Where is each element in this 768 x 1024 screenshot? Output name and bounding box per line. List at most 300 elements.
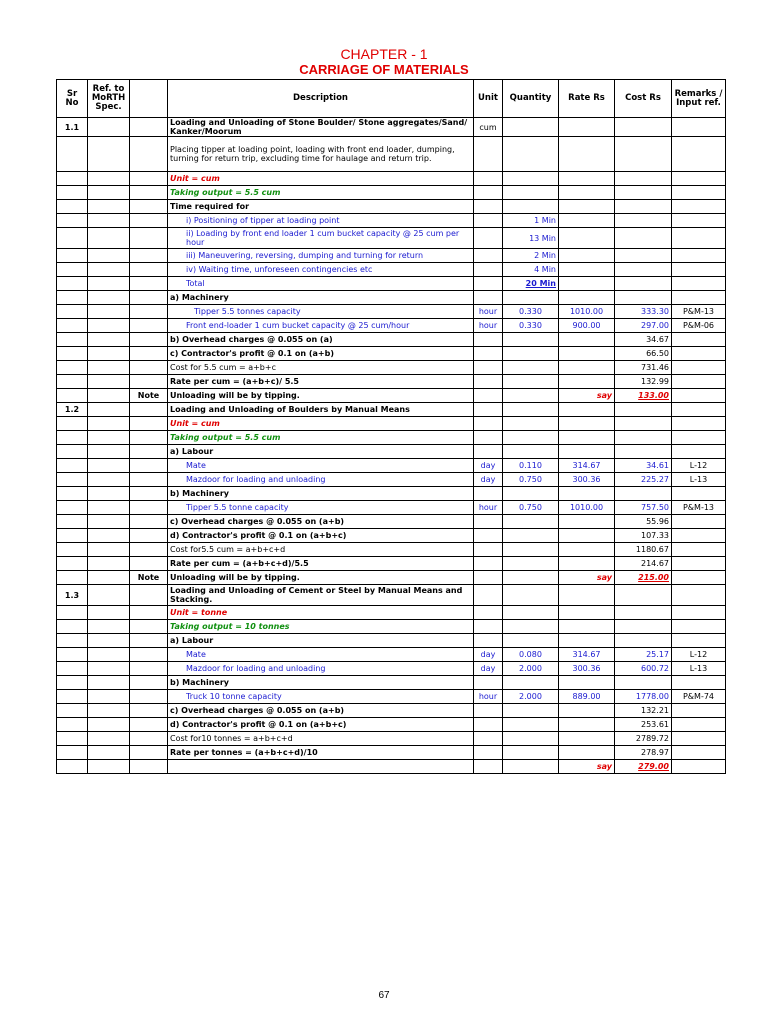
table-body bbox=[57, 118, 726, 774]
unit-cell bbox=[474, 634, 503, 648]
table-row bbox=[57, 361, 726, 375]
remarks-cell bbox=[672, 263, 726, 277]
cost-cell: 133.00 bbox=[615, 389, 672, 403]
cost-cell: 55.96 bbox=[615, 515, 672, 529]
ref-cell bbox=[88, 347, 130, 361]
ref-cell bbox=[88, 459, 130, 473]
remarks-cell bbox=[672, 389, 726, 403]
unit-cell bbox=[474, 333, 503, 347]
quantity-cell: 1 Min bbox=[503, 214, 559, 228]
ref-cell bbox=[88, 172, 130, 186]
quantity-cell bbox=[503, 118, 559, 137]
document-title: CARRIAGE OF MATERIALS bbox=[299, 62, 469, 77]
description-cell: Taking output = 5.5 cum bbox=[168, 431, 474, 445]
description-cell: c) Overhead charges @ 0.055 on (a+b) bbox=[168, 704, 474, 718]
description-cell: Total bbox=[168, 277, 474, 291]
ref-cell bbox=[88, 634, 130, 648]
remarks-cell bbox=[672, 172, 726, 186]
remarks-cell: P&M-74 bbox=[672, 690, 726, 704]
ref-cell bbox=[88, 718, 130, 732]
remarks-cell bbox=[672, 704, 726, 718]
remarks-cell bbox=[672, 732, 726, 746]
sr-no-cell bbox=[57, 214, 88, 228]
note-cell bbox=[130, 214, 168, 228]
note-cell bbox=[130, 277, 168, 291]
cost-cell bbox=[615, 620, 672, 634]
cost-cell bbox=[615, 445, 672, 459]
unit-cell bbox=[474, 529, 503, 543]
quantity-cell: 0.080 bbox=[503, 648, 559, 662]
remarks-cell bbox=[672, 347, 726, 361]
sr-no-cell bbox=[57, 634, 88, 648]
ref-cell bbox=[88, 732, 130, 746]
note-cell bbox=[130, 473, 168, 487]
unit-cell bbox=[474, 620, 503, 634]
rate-analysis-table bbox=[56, 79, 726, 774]
note-cell bbox=[130, 634, 168, 648]
ref-cell bbox=[88, 648, 130, 662]
table-row bbox=[57, 606, 726, 620]
cost-cell bbox=[615, 487, 672, 501]
cost-cell bbox=[615, 585, 672, 606]
rate-cell bbox=[559, 375, 615, 389]
rate-cell bbox=[559, 529, 615, 543]
unit-cell bbox=[474, 445, 503, 459]
table-row bbox=[57, 305, 726, 319]
quantity-cell bbox=[503, 571, 559, 585]
unit-cell: hour bbox=[474, 305, 503, 319]
description-cell: Loading and Unloading of Boulders by Manual Means bbox=[168, 403, 474, 417]
description-cell: b) Machinery bbox=[168, 676, 474, 690]
note-cell bbox=[130, 319, 168, 333]
sr-no-cell bbox=[57, 543, 88, 557]
ref-cell bbox=[88, 361, 130, 375]
col-header-blank bbox=[130, 80, 168, 118]
description-cell: iv) Waiting time, unforeseen contingencies etc bbox=[168, 263, 474, 277]
remarks-cell bbox=[672, 571, 726, 585]
rate-cell bbox=[559, 263, 615, 277]
rate-cell: 1010.00 bbox=[559, 501, 615, 515]
remarks-cell: L-13 bbox=[672, 662, 726, 676]
cost-cell: 253.61 bbox=[615, 718, 672, 732]
unit-cell bbox=[474, 585, 503, 606]
quantity-cell: 2.000 bbox=[503, 662, 559, 676]
note-cell bbox=[130, 690, 168, 704]
quantity-cell bbox=[503, 746, 559, 760]
remarks-cell bbox=[672, 746, 726, 760]
remarks-cell bbox=[672, 333, 726, 347]
col-header-description: Description bbox=[168, 80, 474, 118]
unit-cell bbox=[474, 676, 503, 690]
ref-cell bbox=[88, 571, 130, 585]
cost-cell: 107.33 bbox=[615, 529, 672, 543]
cost-cell bbox=[615, 277, 672, 291]
remarks-cell bbox=[672, 228, 726, 249]
rate-cell bbox=[559, 585, 615, 606]
table-row bbox=[57, 501, 726, 515]
remarks-cell bbox=[672, 431, 726, 445]
cost-cell bbox=[615, 200, 672, 214]
remarks-cell bbox=[672, 403, 726, 417]
cost-cell: 25.17 bbox=[615, 648, 672, 662]
note-cell bbox=[130, 347, 168, 361]
col-header-sr: Sr No bbox=[57, 80, 88, 118]
remarks-cell bbox=[672, 249, 726, 263]
ref-cell bbox=[88, 543, 130, 557]
quantity-cell bbox=[503, 347, 559, 361]
note-cell bbox=[130, 249, 168, 263]
unit-cell bbox=[474, 515, 503, 529]
cost-cell: 333.30 bbox=[615, 305, 672, 319]
rate-cell bbox=[559, 620, 615, 634]
description-cell: Mate bbox=[168, 648, 474, 662]
unit-cell: day bbox=[474, 473, 503, 487]
sr-no-cell bbox=[57, 263, 88, 277]
ref-cell bbox=[88, 214, 130, 228]
cost-cell bbox=[615, 676, 672, 690]
description-cell: c) Overhead charges @ 0.055 on (a+b) bbox=[168, 515, 474, 529]
description-cell: Rate per tonnes = (a+b+c+d)/10 bbox=[168, 746, 474, 760]
sr-no-cell bbox=[57, 291, 88, 305]
cost-cell bbox=[615, 249, 672, 263]
cost-cell: 132.21 bbox=[615, 704, 672, 718]
sr-no-cell bbox=[57, 228, 88, 249]
note-cell bbox=[130, 704, 168, 718]
sr-no-cell bbox=[57, 620, 88, 634]
sr-no-cell: 1.2 bbox=[57, 403, 88, 417]
ref-cell bbox=[88, 606, 130, 620]
quantity-cell: 0.750 bbox=[503, 473, 559, 487]
sr-no-cell bbox=[57, 305, 88, 319]
quantity-cell bbox=[503, 291, 559, 305]
rate-cell: 1010.00 bbox=[559, 305, 615, 319]
rate-cell bbox=[559, 403, 615, 417]
unit-cell bbox=[474, 200, 503, 214]
rate-cell: say bbox=[559, 389, 615, 403]
rate-cell: say bbox=[559, 571, 615, 585]
sr-no-cell bbox=[57, 375, 88, 389]
unit-cell bbox=[474, 571, 503, 585]
description-cell: Unloading will be by tipping. bbox=[168, 571, 474, 585]
sr-no-cell bbox=[57, 704, 88, 718]
note-cell bbox=[130, 606, 168, 620]
rate-cell: 900.00 bbox=[559, 319, 615, 333]
quantity-cell bbox=[503, 137, 559, 172]
cost-cell: 731.46 bbox=[615, 361, 672, 375]
rate-cell bbox=[559, 543, 615, 557]
quantity-cell bbox=[503, 760, 559, 774]
quantity-cell bbox=[503, 543, 559, 557]
sr-no-cell bbox=[57, 571, 88, 585]
table-row bbox=[57, 431, 726, 445]
remarks-cell: L-12 bbox=[672, 648, 726, 662]
table-row bbox=[57, 690, 726, 704]
sr-no-cell: 1.1 bbox=[57, 118, 88, 137]
rate-cell bbox=[559, 361, 615, 375]
cost-cell: 297.00 bbox=[615, 319, 672, 333]
table-row bbox=[57, 417, 726, 431]
quantity-cell bbox=[503, 732, 559, 746]
rate-cell bbox=[559, 118, 615, 137]
rate-cell bbox=[559, 515, 615, 529]
note-cell bbox=[130, 200, 168, 214]
rate-cell bbox=[559, 557, 615, 571]
unit-cell bbox=[474, 417, 503, 431]
ref-cell bbox=[88, 760, 130, 774]
cost-cell: 757.50 bbox=[615, 501, 672, 515]
table-row bbox=[57, 228, 726, 249]
rate-cell: 300.36 bbox=[559, 473, 615, 487]
table-row bbox=[57, 403, 726, 417]
note-cell bbox=[130, 676, 168, 690]
note-cell bbox=[130, 746, 168, 760]
remarks-cell bbox=[672, 760, 726, 774]
sr-no-cell bbox=[57, 746, 88, 760]
unit-cell bbox=[474, 487, 503, 501]
note-cell bbox=[130, 186, 168, 200]
description-cell: a) Machinery bbox=[168, 291, 474, 305]
ref-cell bbox=[88, 263, 130, 277]
rate-cell bbox=[559, 718, 615, 732]
table-row bbox=[57, 585, 726, 606]
table-row bbox=[57, 529, 726, 543]
rate-cell bbox=[559, 704, 615, 718]
description-cell: Cost for5.5 cum = a+b+c+d bbox=[168, 543, 474, 557]
remarks-cell bbox=[672, 375, 726, 389]
unit-cell bbox=[474, 389, 503, 403]
note-cell bbox=[130, 515, 168, 529]
remarks-cell bbox=[672, 718, 726, 732]
remarks-cell bbox=[672, 515, 726, 529]
description-cell: a) Labour bbox=[168, 634, 474, 648]
description-cell: a) Labour bbox=[168, 445, 474, 459]
table-row bbox=[57, 389, 726, 403]
ref-cell bbox=[88, 228, 130, 249]
rate-cell bbox=[559, 186, 615, 200]
page-number: 67 bbox=[378, 990, 390, 1001]
ref-cell bbox=[88, 417, 130, 431]
ref-cell bbox=[88, 186, 130, 200]
quantity-cell bbox=[503, 585, 559, 606]
unit-cell bbox=[474, 403, 503, 417]
rate-cell bbox=[559, 228, 615, 249]
quantity-cell bbox=[503, 375, 559, 389]
table-row bbox=[57, 760, 726, 774]
table-row bbox=[57, 459, 726, 473]
remarks-cell bbox=[672, 417, 726, 431]
quantity-cell bbox=[503, 361, 559, 375]
cost-cell bbox=[615, 214, 672, 228]
cost-cell: 214.67 bbox=[615, 557, 672, 571]
quantity-cell: 13 Min bbox=[503, 228, 559, 249]
rate-cell bbox=[559, 606, 615, 620]
unit-cell bbox=[474, 543, 503, 557]
sr-no-cell bbox=[57, 760, 88, 774]
cost-cell bbox=[615, 417, 672, 431]
table-header-row bbox=[57, 80, 726, 118]
cost-cell bbox=[615, 634, 672, 648]
remarks-cell bbox=[672, 676, 726, 690]
table-row bbox=[57, 186, 726, 200]
quantity-cell: 0.330 bbox=[503, 319, 559, 333]
remarks-cell bbox=[672, 277, 726, 291]
ref-cell bbox=[88, 529, 130, 543]
cost-cell: 1778.00 bbox=[615, 690, 672, 704]
description-cell bbox=[168, 760, 474, 774]
note-cell bbox=[130, 333, 168, 347]
quantity-cell bbox=[503, 333, 559, 347]
sr-no-cell bbox=[57, 473, 88, 487]
cost-cell bbox=[615, 291, 672, 305]
note-cell bbox=[130, 417, 168, 431]
unit-cell: day bbox=[474, 459, 503, 473]
quantity-cell bbox=[503, 557, 559, 571]
cost-cell bbox=[615, 403, 672, 417]
note-cell bbox=[130, 557, 168, 571]
description-cell: Rate per cum = (a+b+c)/ 5.5 bbox=[168, 375, 474, 389]
unit-cell bbox=[474, 704, 503, 718]
description-cell: c) Contractor's profit @ 0.1 on (a+b) bbox=[168, 347, 474, 361]
description-cell: iii) Maneuvering, reversing, dumping and turning for return bbox=[168, 249, 474, 263]
cost-cell bbox=[615, 228, 672, 249]
table-row bbox=[57, 473, 726, 487]
table-row bbox=[57, 704, 726, 718]
note-cell bbox=[130, 501, 168, 515]
ref-cell bbox=[88, 277, 130, 291]
note-cell bbox=[130, 529, 168, 543]
quantity-cell bbox=[503, 487, 559, 501]
note-cell bbox=[130, 403, 168, 417]
table-row bbox=[57, 515, 726, 529]
unit-cell: day bbox=[474, 648, 503, 662]
quantity-cell: 0.750 bbox=[503, 501, 559, 515]
note-cell bbox=[130, 172, 168, 186]
note-cell bbox=[130, 648, 168, 662]
quantity-cell: 0.110 bbox=[503, 459, 559, 473]
remarks-cell bbox=[672, 137, 726, 172]
ref-cell bbox=[88, 389, 130, 403]
ref-cell bbox=[88, 118, 130, 137]
rate-cell bbox=[559, 431, 615, 445]
rate-cell bbox=[559, 445, 615, 459]
description-cell: Unit = cum bbox=[168, 172, 474, 186]
description-cell: Mate bbox=[168, 459, 474, 473]
cost-cell: 279.00 bbox=[615, 760, 672, 774]
quantity-cell bbox=[503, 417, 559, 431]
unit-cell: day bbox=[474, 662, 503, 676]
sr-no-cell bbox=[57, 319, 88, 333]
cost-cell bbox=[615, 606, 672, 620]
ref-cell bbox=[88, 501, 130, 515]
table-row bbox=[57, 118, 726, 137]
table-row bbox=[57, 676, 726, 690]
quantity-cell bbox=[503, 200, 559, 214]
table-row bbox=[57, 263, 726, 277]
sr-no-cell bbox=[57, 501, 88, 515]
unit-cell bbox=[474, 263, 503, 277]
rate-cell: 300.36 bbox=[559, 662, 615, 676]
col-header-quantity: Quantity bbox=[503, 80, 559, 118]
rate-cell bbox=[559, 746, 615, 760]
sr-no-cell bbox=[57, 277, 88, 291]
cost-cell bbox=[615, 137, 672, 172]
description-cell: Taking output = 5.5 cum bbox=[168, 186, 474, 200]
cost-cell: 34.67 bbox=[615, 333, 672, 347]
description-cell: Unit = tonne bbox=[168, 606, 474, 620]
note-cell bbox=[130, 305, 168, 319]
rate-cell bbox=[559, 417, 615, 431]
table-row bbox=[57, 333, 726, 347]
cost-cell bbox=[615, 263, 672, 277]
sr-no-cell bbox=[57, 606, 88, 620]
cost-cell: 600.72 bbox=[615, 662, 672, 676]
table-row bbox=[57, 137, 726, 172]
remarks-cell bbox=[672, 634, 726, 648]
rate-cell bbox=[559, 732, 615, 746]
remarks-cell: P&M-13 bbox=[672, 501, 726, 515]
sr-no-cell bbox=[57, 200, 88, 214]
quantity-cell bbox=[503, 515, 559, 529]
remarks-cell bbox=[672, 487, 726, 501]
remarks-cell bbox=[672, 186, 726, 200]
table-row bbox=[57, 557, 726, 571]
unit-cell bbox=[474, 361, 503, 375]
sr-no-cell bbox=[57, 431, 88, 445]
cost-cell: 215.00 bbox=[615, 571, 672, 585]
quantity-cell: 2.000 bbox=[503, 690, 559, 704]
unit-cell bbox=[474, 606, 503, 620]
note-cell: Note bbox=[130, 389, 168, 403]
table-row bbox=[57, 445, 726, 459]
rate-cell: 314.67 bbox=[559, 648, 615, 662]
quantity-cell bbox=[503, 389, 559, 403]
rate-cell bbox=[559, 277, 615, 291]
sr-no-cell bbox=[57, 459, 88, 473]
rate-cell bbox=[559, 487, 615, 501]
remarks-cell bbox=[672, 361, 726, 375]
rate-cell bbox=[559, 634, 615, 648]
description-cell: ii) Loading by front end loader 1 cum bucket capacity @ 25 cum per hour bbox=[168, 228, 474, 249]
description-cell: Mazdoor for loading and unloading bbox=[168, 662, 474, 676]
ref-cell bbox=[88, 662, 130, 676]
sr-no-cell bbox=[57, 557, 88, 571]
rate-cell: 889.00 bbox=[559, 690, 615, 704]
sr-no-cell bbox=[57, 186, 88, 200]
quantity-cell: 4 Min bbox=[503, 263, 559, 277]
note-cell bbox=[130, 459, 168, 473]
note-cell bbox=[130, 375, 168, 389]
quantity-cell bbox=[503, 172, 559, 186]
note-cell bbox=[130, 662, 168, 676]
cost-cell bbox=[615, 172, 672, 186]
description-cell: Mazdoor for loading and unloading bbox=[168, 473, 474, 487]
rate-cell bbox=[559, 172, 615, 186]
description-cell: d) Contractor's profit @ 0.1 on (a+b+c) bbox=[168, 718, 474, 732]
ref-cell bbox=[88, 431, 130, 445]
cost-cell bbox=[615, 186, 672, 200]
remarks-cell bbox=[672, 200, 726, 214]
quantity-cell bbox=[503, 431, 559, 445]
description-cell: Cost for 5.5 cum = a+b+c bbox=[168, 361, 474, 375]
col-header-ref: Ref. to MoRTH Spec. bbox=[88, 80, 130, 118]
sr-no-cell bbox=[57, 347, 88, 361]
note-cell bbox=[130, 543, 168, 557]
cost-cell: 132.99 bbox=[615, 375, 672, 389]
ref-cell bbox=[88, 305, 130, 319]
col-header-cost: Cost Rs bbox=[615, 80, 672, 118]
sr-no-cell bbox=[57, 690, 88, 704]
remarks-cell bbox=[672, 543, 726, 557]
